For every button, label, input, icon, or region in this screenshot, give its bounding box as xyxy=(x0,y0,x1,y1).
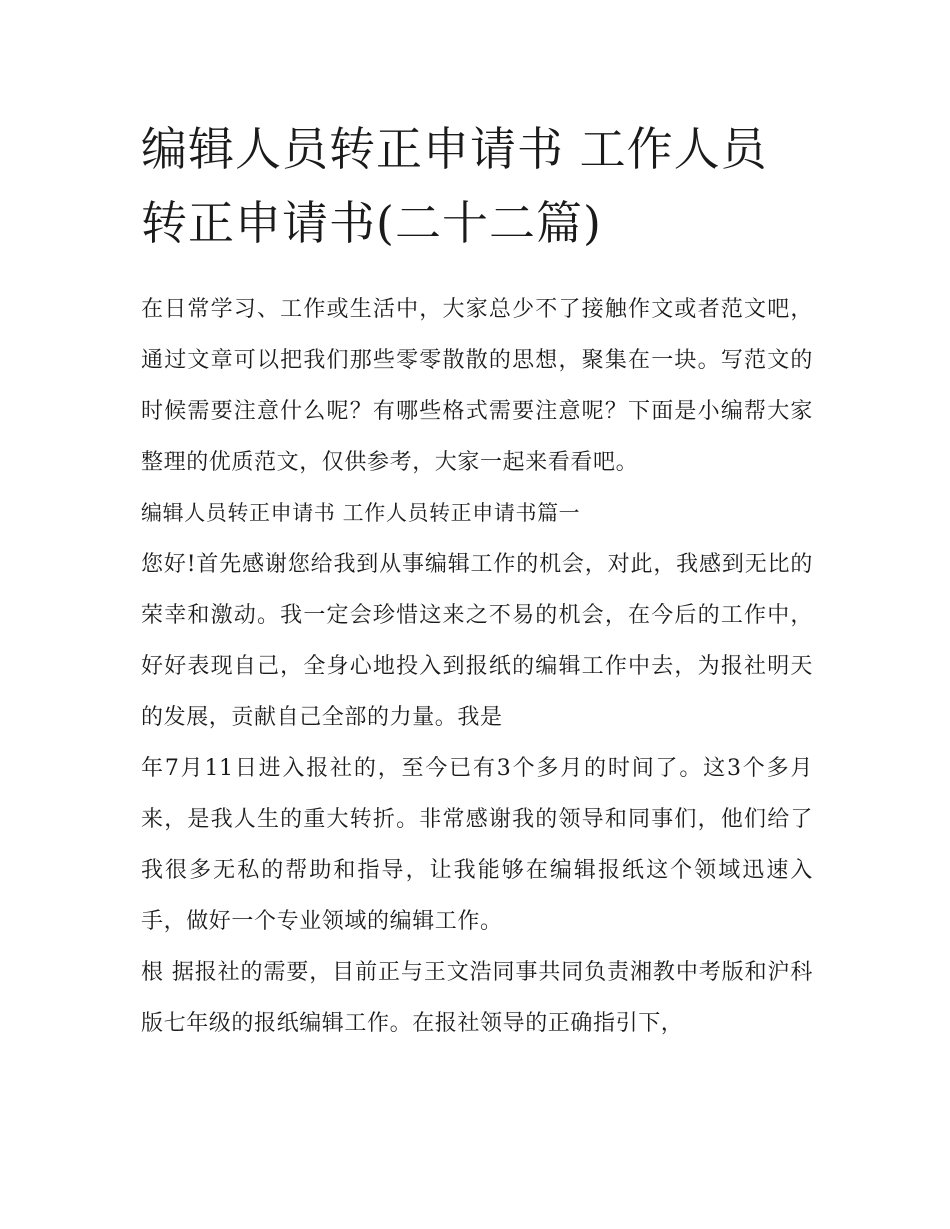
document-page xyxy=(141,112,813,1049)
document-title: 编辑人员转正申请书 工作人员转正申请书(二十二篇) xyxy=(141,122,768,250)
body-paragraph-1: 您好!首先感谢您给我到从事编辑工作的机会，对此，我感到无比的荣幸和激动。我一定会珍惜这来之不易的机会，在今后的工作中，好好表现自己，全身心地投入到报纸的编辑工作中去，为报社明天的发展，贡献自己全部的力量。我是 xyxy=(141,552,813,730)
intro-paragraph: 在日常学习、工作或生活中，大家总少不了接触作文或者范文吧，通过文章可以把我们那些零零散散的思想，聚集在一块。写范文的时候需要注意什么呢？有哪些格式需要注意呢？下面是小编帮大家整理的优质范文，仅供参考，大家一起来看看吧。 xyxy=(141,297,813,475)
body-paragraph-3: 根 据报社的需要，目前正与王文浩同事共同负责湘教中考版和沪科版七年级的报纸编辑工作。在报社领导的正确指引下， xyxy=(141,960,813,1036)
section-heading: 编辑人员转正申请书 工作人员转正申请书篇一 xyxy=(141,501,581,525)
body-paragraph-2: 年7月11日进入报社的，至今已有3个多月的时间了。这3个多月来，是我人生的重大转折。非常感谢我的领导和同事们，他们给了我很多无私的帮助和指导，让我能够在编辑报纸这个领域迅速入手，做好一个专业领域的编辑工作。 xyxy=(141,756,813,934)
